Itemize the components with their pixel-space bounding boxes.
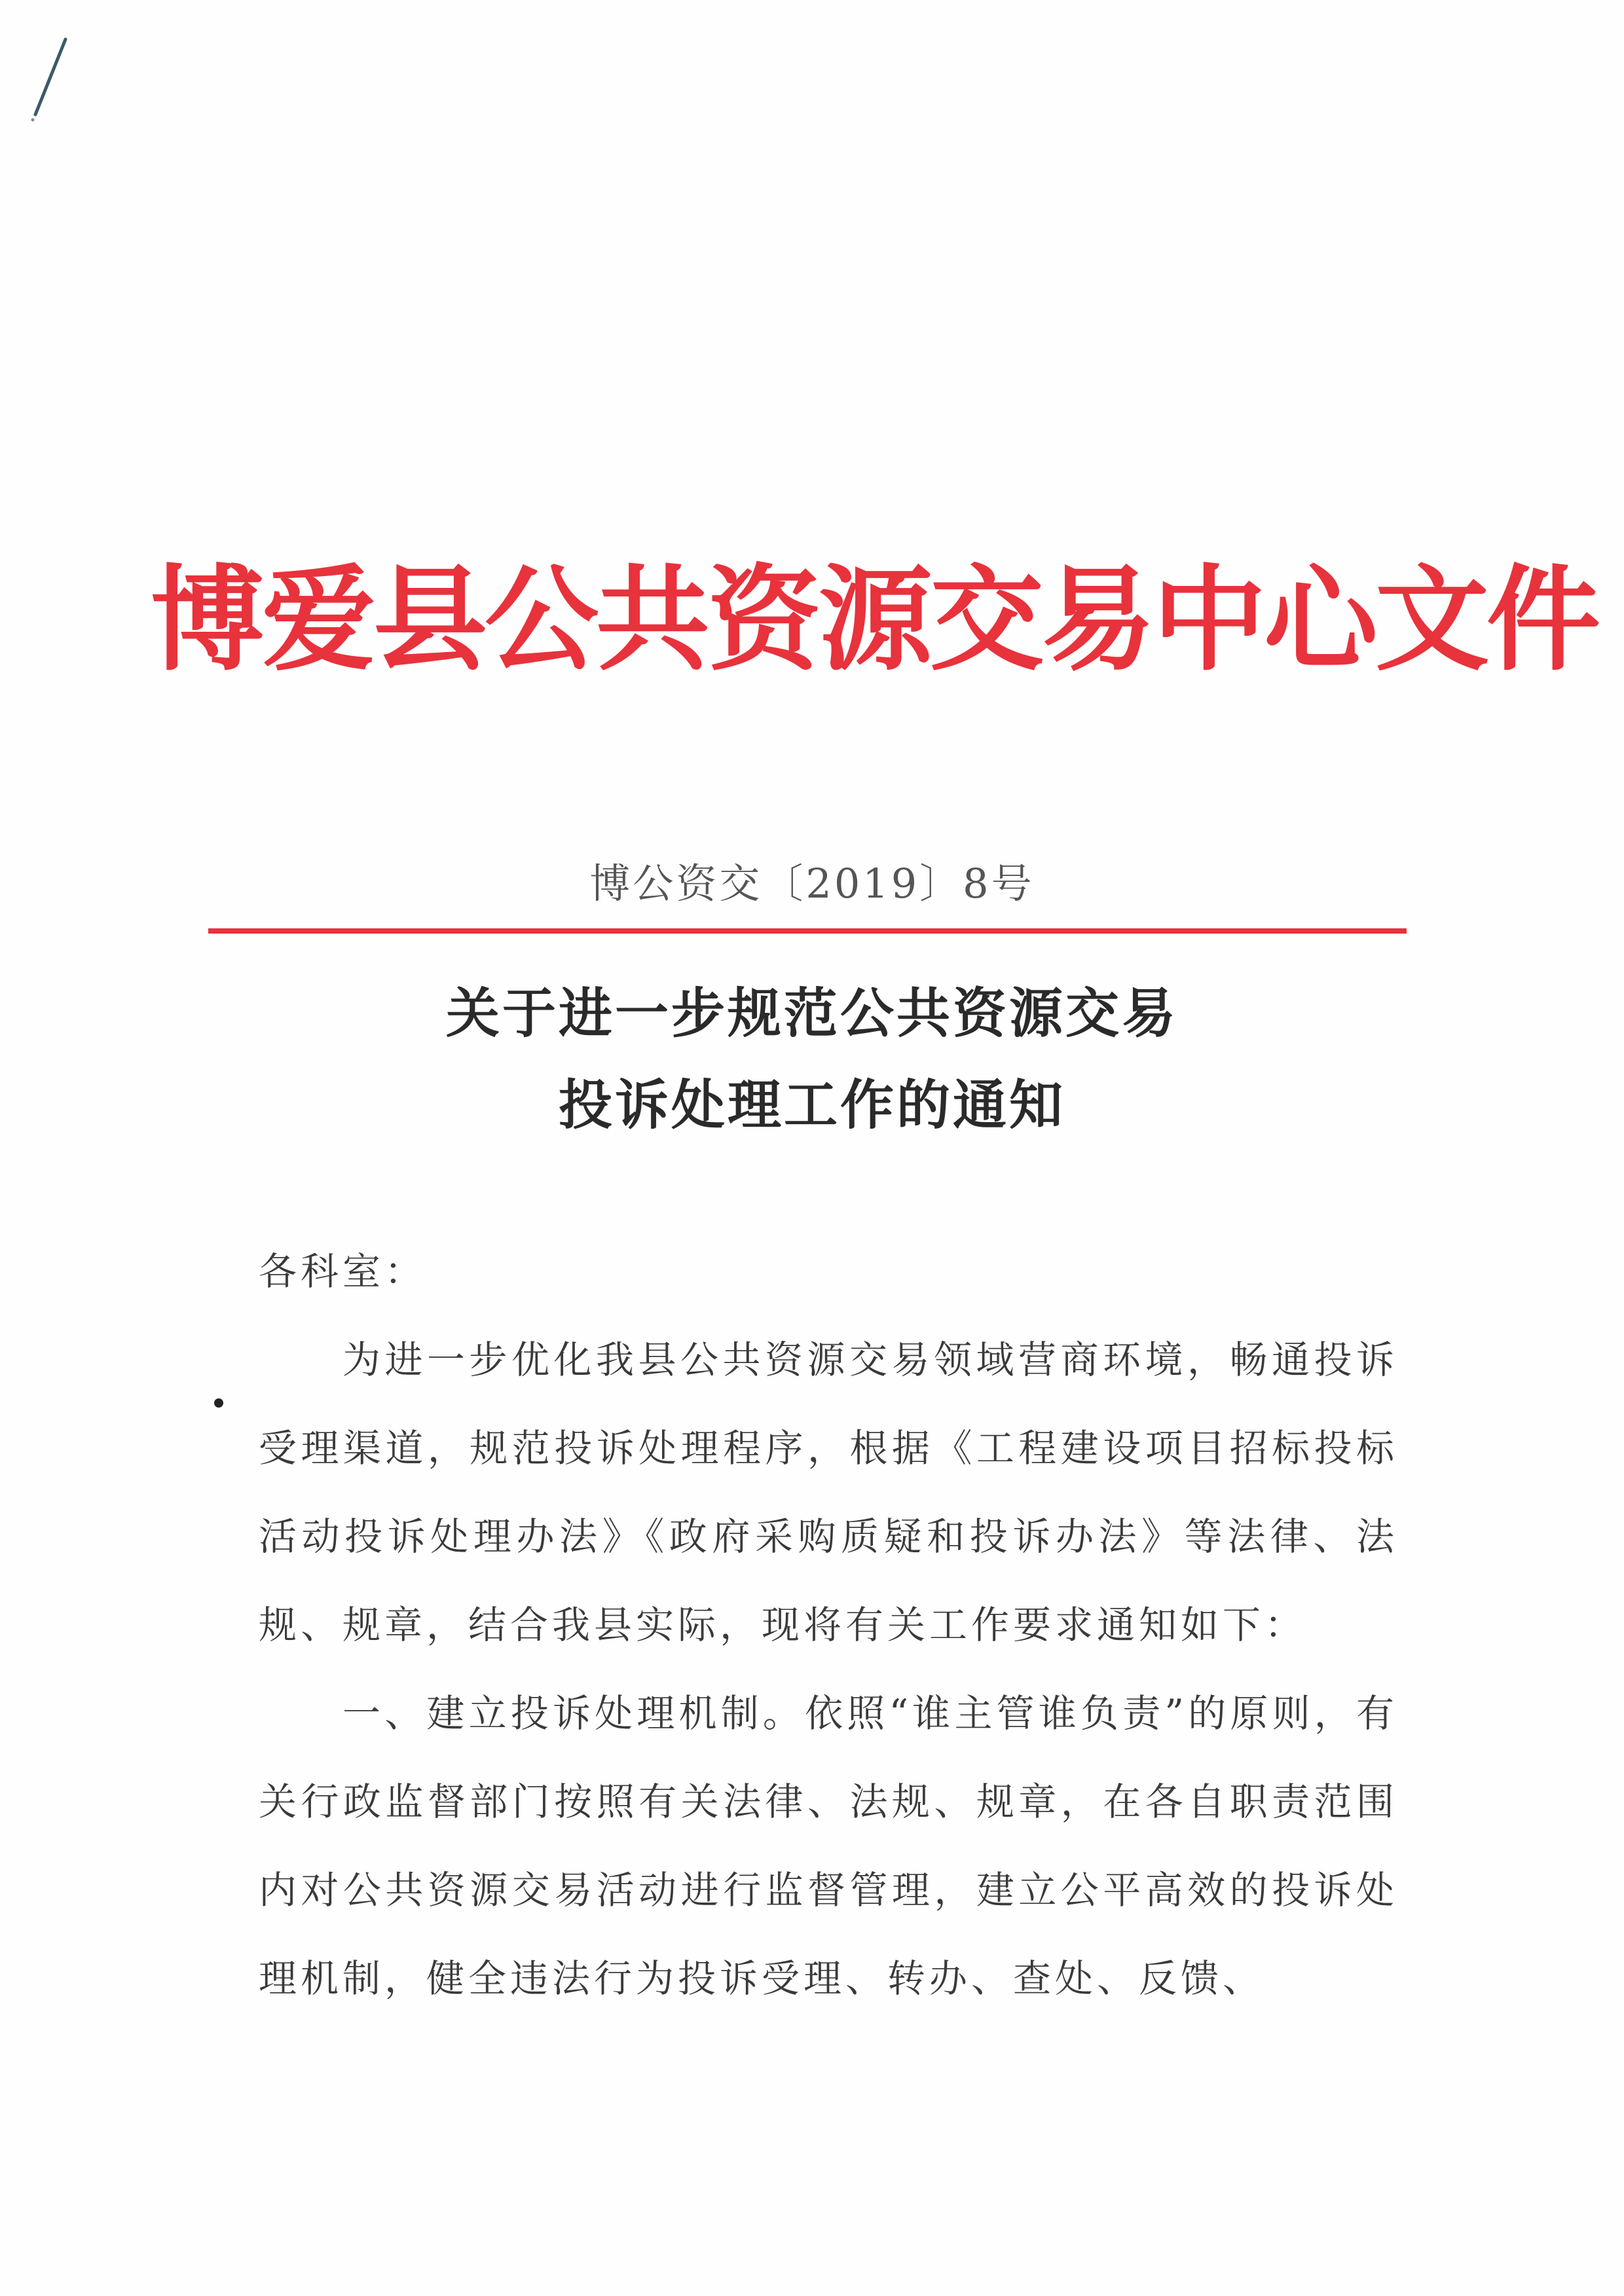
stray-dot-mark: [214, 1398, 223, 1408]
pen-stroke-mark: [26, 33, 79, 124]
title-line-1: 关于进一步规范公共资源交易: [445, 982, 1178, 1045]
document-body: [259, 1228, 1398, 2023]
red-separator-line: [208, 928, 1407, 934]
title-line-2: 投诉处理工作的通知: [558, 1074, 1065, 1137]
document-title: [0, 968, 1624, 1151]
paragraph-section-1: 一、建立投诉处理机制。依照“谁主管谁负责”的原则，有关行政监督部门按照有关法律、法规、规章，在各自职责范围内对公共资源交易活动进行监督管理，建立公平高效的投诉处理机制，健全违法行为投诉受理、转办、查处、反馈、: [259, 1691, 1398, 2001]
paragraph-intro: 为进一步优化我县公共资源交易领域营商环境，畅通投诉受理渠道，规范投诉处理程序，根据《工程建设项目招标投标活动投诉处理办法》《政府采购质疑和投诉办法》等法律、法规、规章，结合我县实际，现将有关工作要求通知如下：: [259, 1338, 1398, 1647]
salutation: 各科室：: [259, 1249, 427, 1294]
document-number: 博公资交〔2019〕8号: [589, 860, 1035, 907]
document-masthead: 博爱县公共资源交易中心文件: [151, 553, 1598, 687]
